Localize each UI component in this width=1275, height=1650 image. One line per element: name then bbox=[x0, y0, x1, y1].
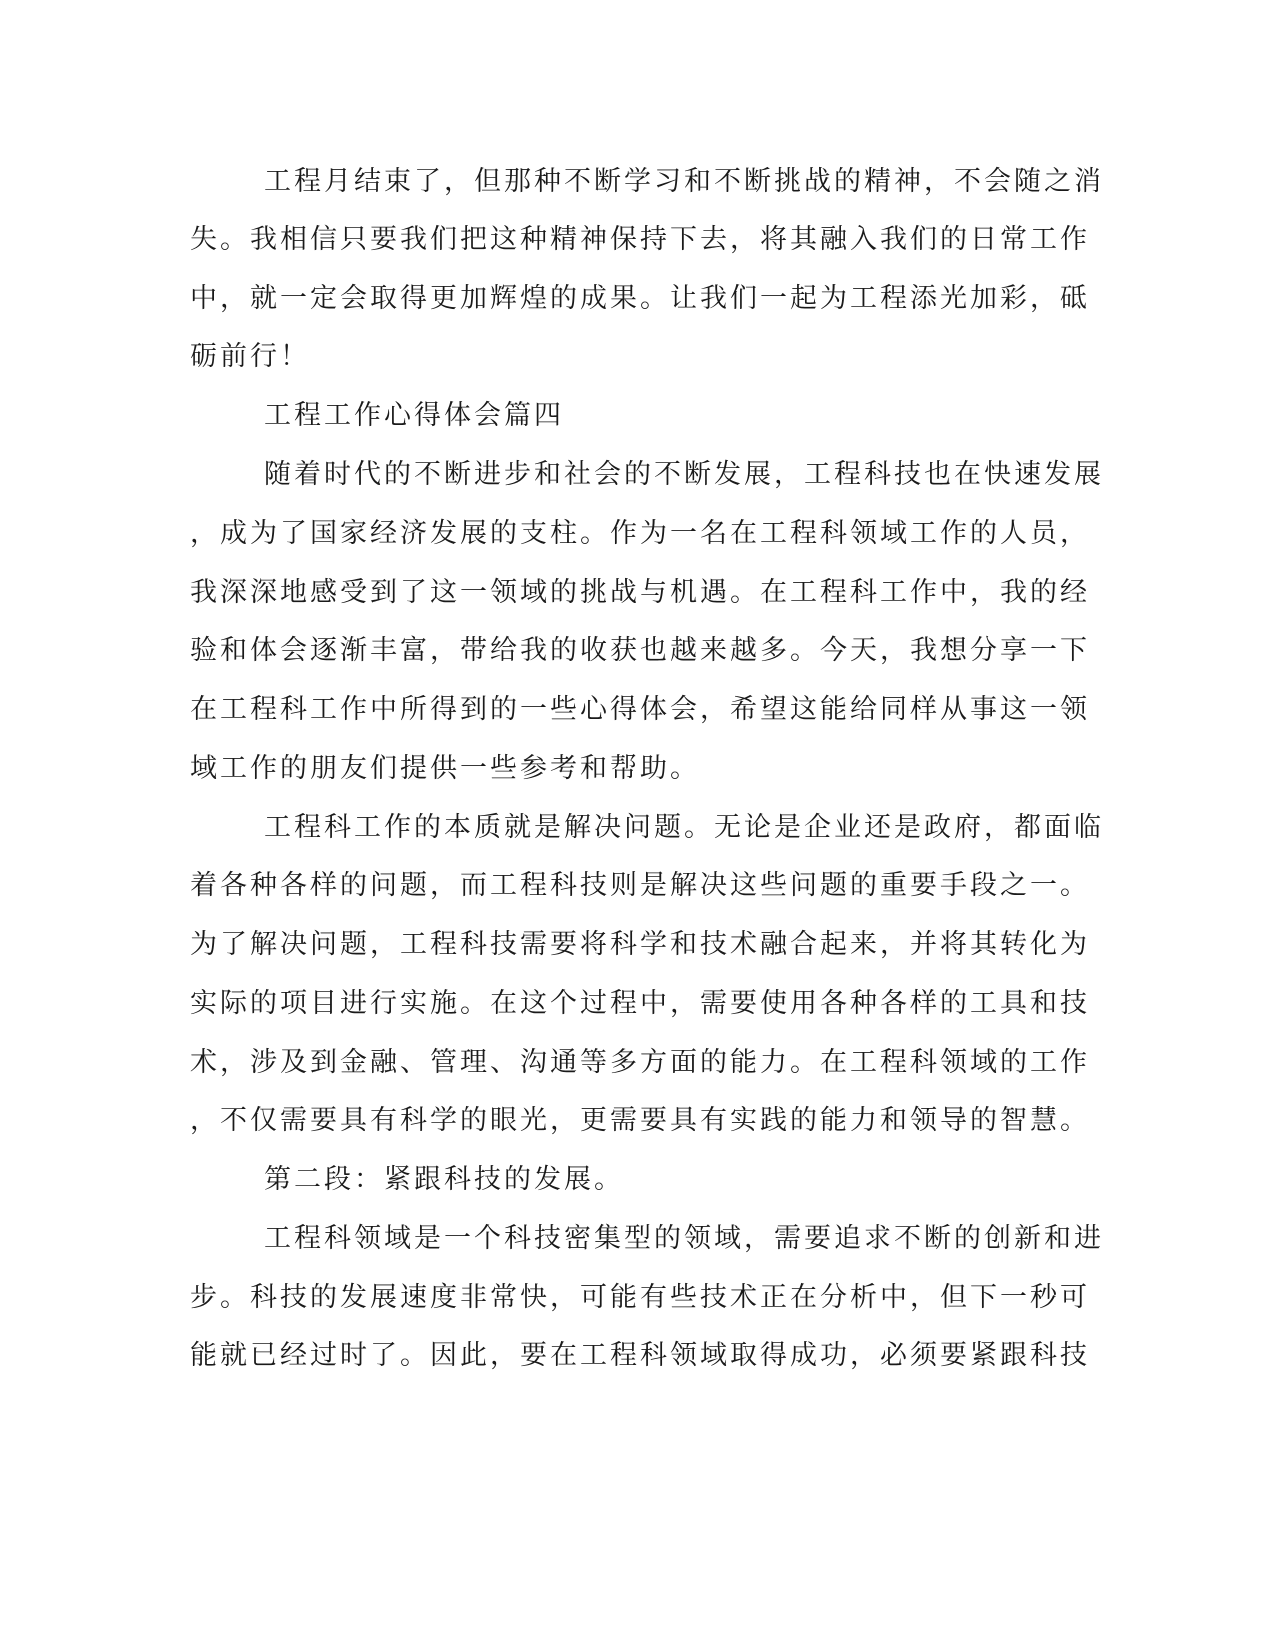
text-line: 工程科工作的本质就是解决问题。无论是企业还是政府，都面临 bbox=[264, 812, 1104, 843]
text-line: 失。我相信只要我们把这种精神保持下去，将其融入我们的日常工作 bbox=[190, 224, 1090, 255]
text-line: 术，涉及到金融、管理、沟通等多方面的能力。在工程科领域的工作 bbox=[190, 1047, 1090, 1078]
text-line: 我深深地感受到了这一领域的挑战与机遇。在工程科工作中，我的经 bbox=[190, 577, 1090, 608]
text-line: ，成为了国家经济发展的支柱。作为一名在工程科领域工作的人员， bbox=[190, 518, 1090, 549]
text-line: 实际的项目进行实施。在这个过程中，需要使用各种各样的工具和技 bbox=[190, 988, 1090, 1019]
text-line: 随着时代的不断进步和社会的不断发展，工程科技也在快速发展 bbox=[264, 459, 1104, 490]
text-line: 为了解决问题，工程科技需要将科学和技术融合起来，并将其转化为 bbox=[190, 929, 1090, 960]
section-heading: 工程工作心得体会篇四 bbox=[264, 400, 564, 431]
section-heading: 第二段：紧跟科技的发展。 bbox=[264, 1164, 624, 1195]
text-line: 步。科技的发展速度非常快，可能有些技术正在分析中，但下一秒可 bbox=[190, 1282, 1090, 1313]
text-line: 验和体会逐渐丰富，带给我的收获也越来越多。今天，我想分享一下 bbox=[190, 635, 1090, 666]
text-line: 能就已经过时了。因此，要在工程科领域取得成功，必须要紧跟科技 bbox=[190, 1340, 1090, 1371]
text-line: ，不仅需要具有科学的眼光，更需要具有实践的能力和领导的智慧。 bbox=[190, 1105, 1090, 1136]
text-line: 工程月结束了，但那种不断学习和不断挑战的精神，不会随之消 bbox=[264, 166, 1104, 197]
text-line: 着各种各样的问题，而工程科技则是解决这些问题的重要手段之一。 bbox=[190, 870, 1090, 901]
text-line: 在工程科工作中所得到的一些心得体会，希望这能给同样从事这一领 bbox=[190, 694, 1090, 725]
text-line: 中，就一定会取得更加辉煌的成果。让我们一起为工程添光加彩，砥 bbox=[190, 283, 1090, 314]
text-line: 工程科领域是一个科技密集型的领域，需要追求不断的创新和进 bbox=[264, 1223, 1104, 1254]
text-line: 域工作的朋友们提供一些参考和帮助。 bbox=[190, 753, 700, 784]
text-line: 砺前行！ bbox=[190, 341, 310, 372]
